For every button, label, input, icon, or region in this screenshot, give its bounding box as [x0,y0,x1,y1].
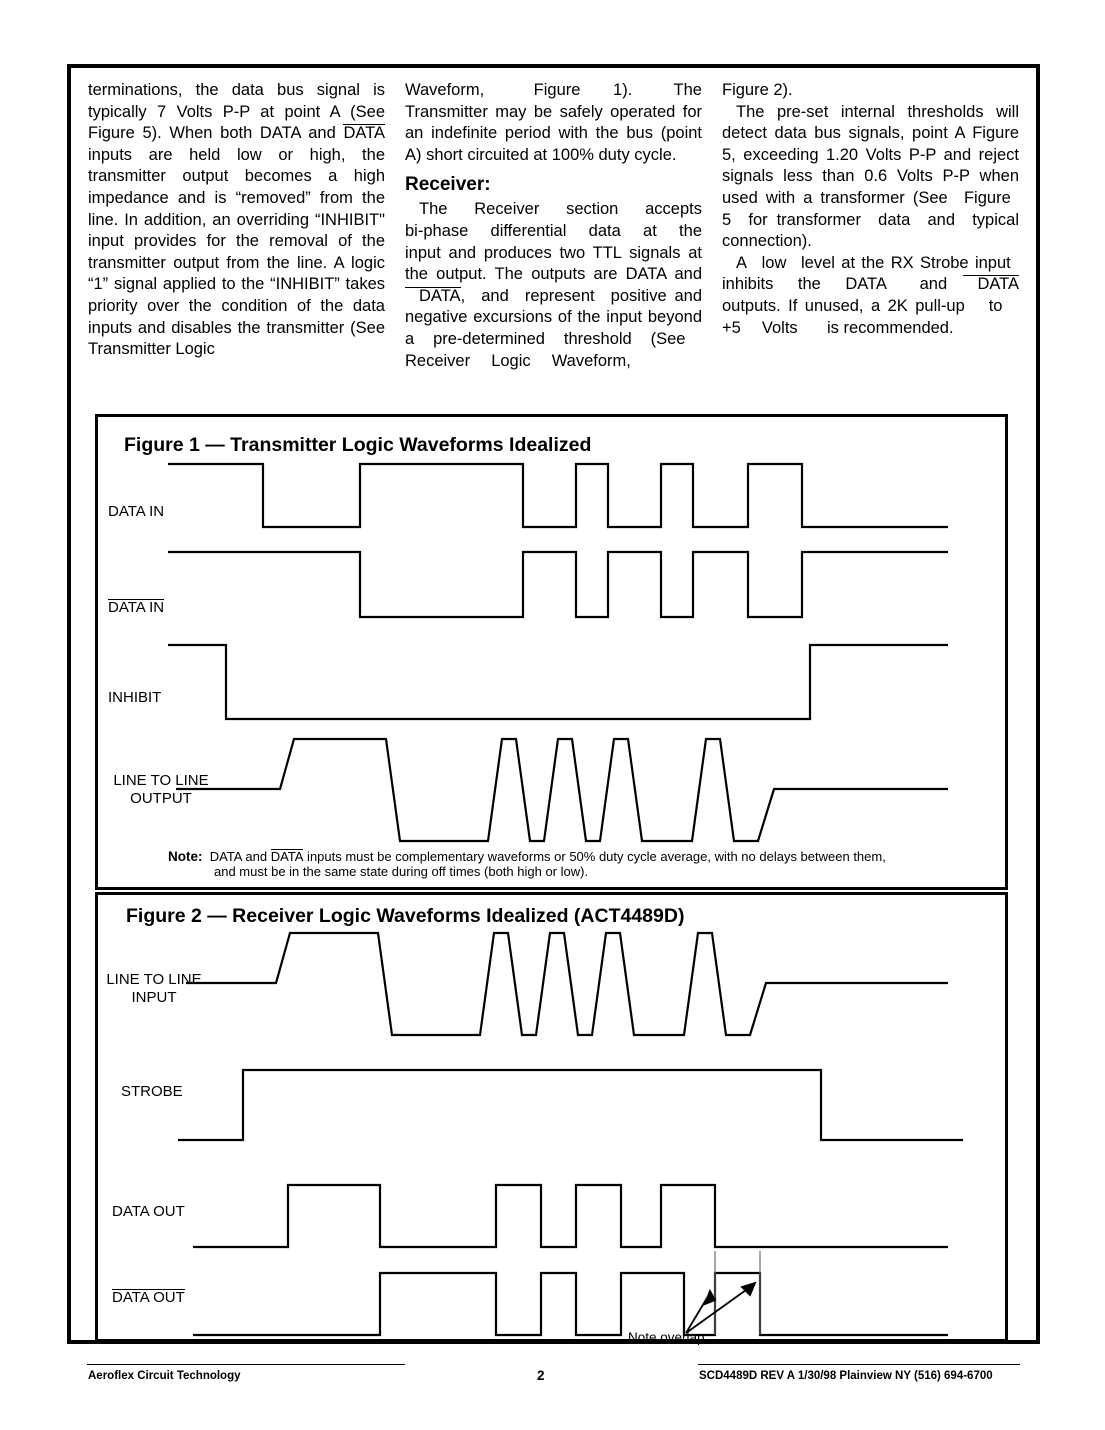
note-overlap-annotation: Note overlap [628,1330,705,1345]
overlap-guide-lines [715,1251,760,1335]
signal-label-inhibit: INHIBIT [108,689,162,706]
paragraph-waveform-figure1: Waveform, Figure 1). The Transmitter may be safely operated for an indefinite period with the bus (point A) short circuited at 100% duty cycle. [405,81,702,164]
waveform-data-out-bar [193,1273,948,1335]
paragraph-thresholds: The pre-set internal thresholds will detect data bus signals, point A Figure 5, exceeding 1.20 Volts P-P and reject signals less than 0.6 Volts P-P when used with a transformer (See Figure 5 for transformer data and typical connection). [722,102,1019,251]
heading-receiver: Receiver: [405,174,491,196]
waveform-strobe [178,1070,963,1140]
waveform-inhibit [168,645,948,719]
footer-rule-left [87,1364,405,1365]
overline-data-bar: DATA [343,124,385,143]
paragraph-figure2-ref: Figure 2). [722,81,793,99]
waveform-line-to-line-input [186,933,948,1035]
signal-label-strobe: STROBE [121,1083,183,1100]
arrow-line-right [686,1285,753,1333]
signal-label-line-to-line-input: LINE TO LINE INPUT [106,971,202,1006]
overline-data-bar-2: DATA [405,287,461,305]
arrow-head-right [742,1283,755,1295]
figure-2-waveforms [98,895,1011,1345]
figure-1-note [168,849,998,879]
signal-label-data-out-bar: DATA OUT [112,1289,185,1306]
signal-label-line-to-line-output: LINE TO LINE OUTPUT [113,772,209,807]
figure-1-box [95,414,1008,890]
text-column-2 [405,80,702,372]
figure-2-title: Figure 2 — Receiver Logic Waveforms Idealized (ACT4489D) [126,905,685,927]
paragraph-rx-strobe: A low level at the RX Strobe input inhibits the DATA and DATA outputs. If unused, a 2K pull-up to +5 Volts is recommended. [722,253,1019,337]
note-line-1: DATA and DATA inputs must be complementary waveforms or 50% duty cycle average, with no delays between them, [206,849,886,864]
note-overlap-arrows [686,1283,755,1333]
figure-2-box [95,892,1008,1345]
footer-rule-right [698,1364,1020,1365]
signal-label-data-in: DATA IN [108,503,165,520]
figure-1-title: Figure 1 — Transmitter Logic Waveforms Idealized [124,434,592,456]
note-label: Note: [168,849,203,864]
footer-company: Aeroflex Circuit Technology [88,1370,241,1382]
text-column-3 [722,80,1019,372]
page-footer [67,1358,1040,1398]
paragraph-terminations: terminations, the data bus signal is typically 7 Volts P-P at point A (See Figure 5). When both DATA and DATA inputs are held low or high, the transmitter output becomes a high impedance and is “removed” from the line. In addition, an overriding “INHIBIT" input provides for the removal of the transmitter output from the line. A logic “1” signal applied to the “INHIBIT” takes priority over the condition of the data inputs and disables the transmitter (See Transmitter Logic [88,81,385,359]
overline-data-bar-3: DATA [963,275,1019,293]
waveform-data-in-bar [168,552,948,617]
signal-label-data-in-bar: DATA IN [108,599,165,616]
body-text-columns [88,80,1020,372]
waveform-data-out [193,1185,948,1247]
note-line-2: and must be in the same state during off times (both high or low). [214,864,589,879]
figure-1-waveforms [98,417,1011,893]
waveform-line-to-line-output [176,739,948,841]
waveform-data-in [168,464,948,527]
signal-label-data-out: DATA OUT [112,1203,185,1220]
text-column-1 [88,80,385,372]
footer-doc-info: SCD4489D REV A 1/30/98 Plainview NY (516) 694-6700 [699,1370,993,1382]
overline-data-bar-note: DATA [270,849,304,864]
footer-page-number: 2 [537,1368,545,1383]
paragraph-receiver-section: The Receiver section accepts bi-phase differential data at the input and produces two TTL signals at the output. The outputs are DATA and DATA, and represent positive and negative excursions of the input beyond a pre-determined threshold (See Receiver Logic Waveform, [405,200,702,370]
